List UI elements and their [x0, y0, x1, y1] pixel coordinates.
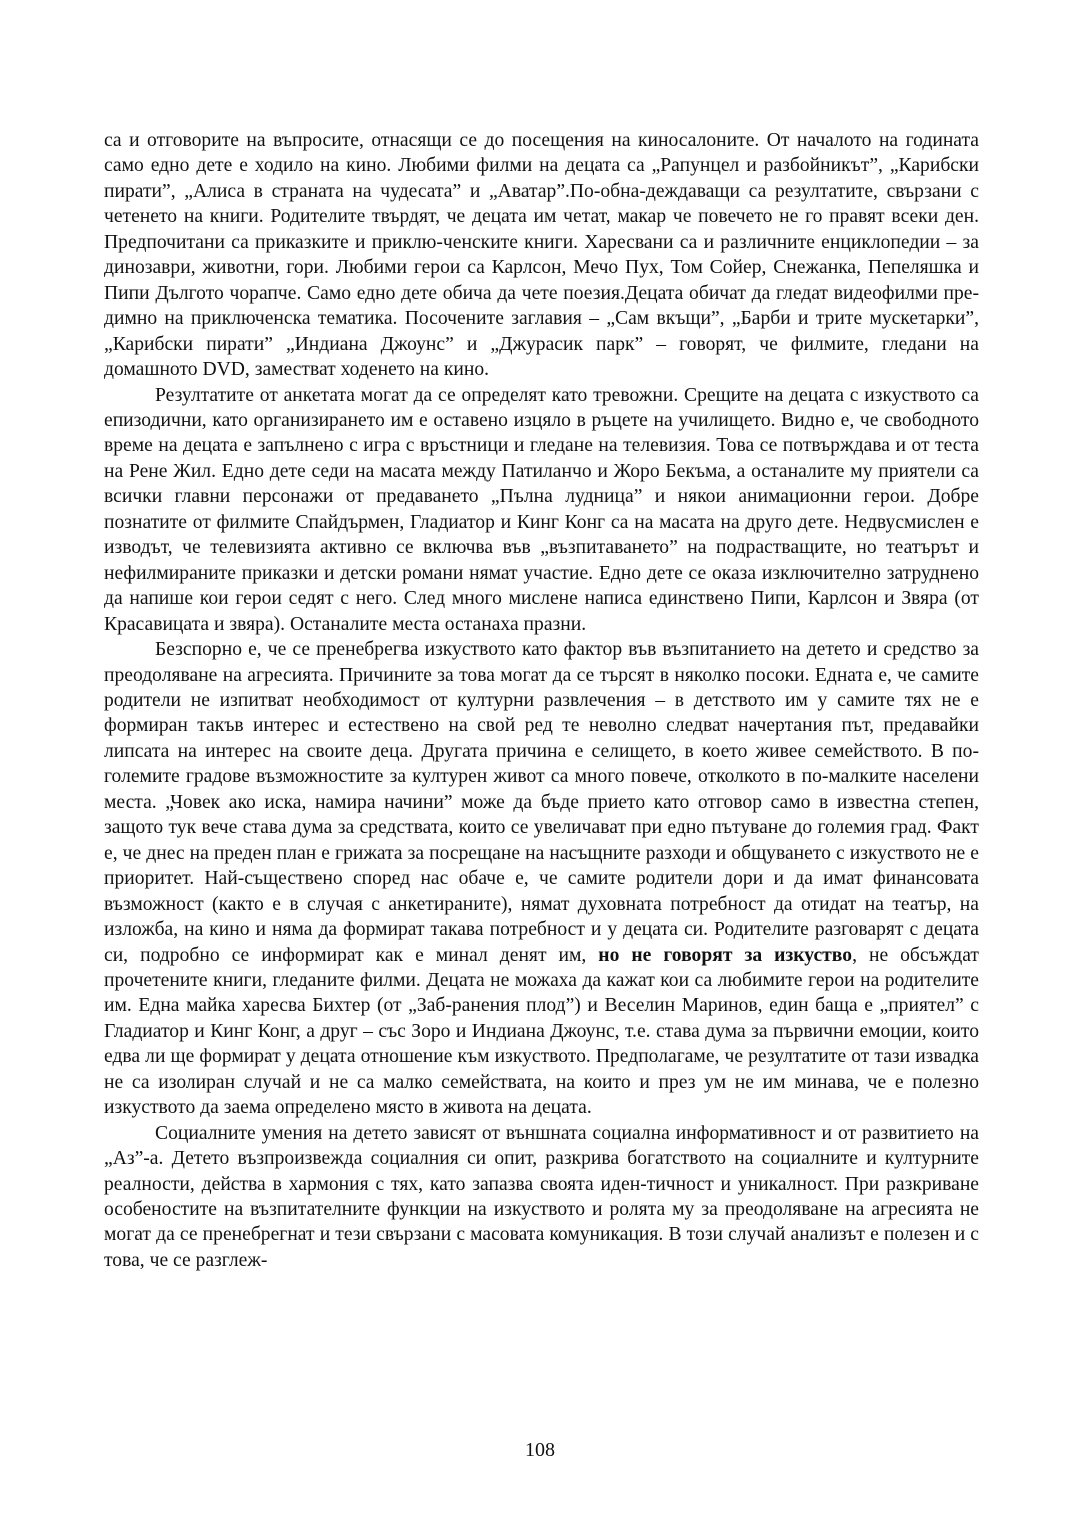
paragraph-neglect-of-art [104, 637, 979, 1121]
paragraph-text-after-emphasis: , не обсъждат прочетените книги, гледаните филми. Децата не можаха да кажат кои са любимите герои на родителите им. Една майка харесва Бихтер (от „Заб-ранения плод”) и Веселин Маринов, един баща е „приятел” с Гладиатор и Кинг Конг, а друг – със Зоро и Индиана Джоунс, т.е. става дума за първични емоции, които едва ли ще формират у децата отношение към изкуството. Предполагаме, че резултатите от тази извадка не са изолиран случай и не са малко семействата, на които и през ум не им минава, че е полезно изкуството да заема определено място в живота на децата. [104, 944, 979, 1119]
emphasized-phrase: но не говорят за изкуство [598, 944, 853, 966]
page-number: 108 [525, 1439, 555, 1461]
page-body [104, 128, 979, 1273]
paragraph-cinema-and-reading: са и отговорите на въпросите, отнасящи се до посещения на киносалоните. От началото на годината само едно дете е ходило на кино. Любими филми на децата са „Рапунцел и разбойникът”, „Карибски пирати”, „Алиса в страната на чудесата” и „Аватар”.По-обна-деждаващи са резултатите, свързани с четенето на книги. Родителите твърдят, че децата им четат, макар че повечето не го правят всеки ден. Предпочитани са приказките и приклю-ченските книги. Харесвани са и различните енциклопедии – за динозаври, животни, гори. Любими герои са Карлсон, Мечо Пух, Том Сойер, Снежанка, Пепеляшка и Пипи Дългото чорапче. Само едно дете обича да чете поезия.Децата обичат да гледат видеофилми пре-димно на приключенска тематика. Посочените заглавия – „Сам вкъщи”, „Барби и трите мускетарки”, „Карибски пирати” „Индиана Джоунс” и „Джурасик парк” – говорят, че филмите, гледани на домашното DVD, заместват ходенето на кино. [104, 130, 979, 381]
paragraph-survey-results: Резултатите от анкетата могат да се определят като тревожни. Срещите на децата с изкуството са епизодични, като организирането им е оставено изцяло в ръцете на училището. Видно е, че свободното време на децата е запълнено с игра с връстници и гледане на телевизия. Това се потвърждава и от теста на Рене Жил. Едно дете седи на масата между Патиланчо и Жоро Бекъма, а останалите му приятели са всички главни персонажи от предаването „Пълна лудница” и някои анимационни герои. Добре познатите от филмите Спайдърмен, Гладиатор и Кинг Конг са на масата на друго дете. Недвусмислен е изводът, че телевизията активно се включва във „възпитаването” на подрастващите, но театърът и нефилмираните приказки и детски романи нямат участие. Едно дете се оказа изключително затруднено да напише кои герои седят с него. След много мислене написа единствено Пипи, Карлсон и Звяра (от Красавицата и звяра). Останалите места останаха празни. [104, 384, 979, 635]
paragraph-text-before-emphasis: Безспорно е, че се пренебрегва изкуството като фактор във възпитанието на детето и средство за преодоляване на агресията. Причините за това могат да се търсят в няколко посоки. Едната е, че самите родители не изпитват необходимост от културни развлечения – в детството им у самите тях не е формиран такъв интерес и естествено на свой ред те неволно следват начертания път, предавайки липсата на интерес на своите деца. Другата причина е селището, в което живее семейството. В по-големите градове възможностите за културен живот са много повече, отколкото в по-малките населени места. „Човек ако иска, намира начини” може да бъде прието като отговор само в известна степен, защото тук вече става дума за средствата, които се увеличават при едно пътуване до големия град. Факт е, че днес на преден план е грижата за посрещане на насъщните разходи и общуването с изкуството не е приоритет. Най-съществено според нас обаче е, че самите родители дори и да имат финансовата възможност (както е в случая с анкетираните), нямат духовната потребност да отидат на театър, на изложба, на кино и няма да формират такава потребност и у децата си. Родителите разговарят с децата си, подробно се информират как е минал денят им, [104, 639, 979, 966]
paragraph-social-skills: Социалните умения на детето зависят от външната социална информативност и от развитието на „Аз”-а. Детето възпроизвежда социалния си опит, разкрива богатството на социалните и културните реалности, действа в хармония с тях, като запазва своята иден-тичност и уникалност. При разкриване особеностите на възпитателните функции на изкуството и ролята му за преодоляване на агресията не могат да се пренебрегнат и тези свързани с масовата комуникация. В този случай анализът е полезен и с това, че се разглеж- [104, 1122, 979, 1271]
